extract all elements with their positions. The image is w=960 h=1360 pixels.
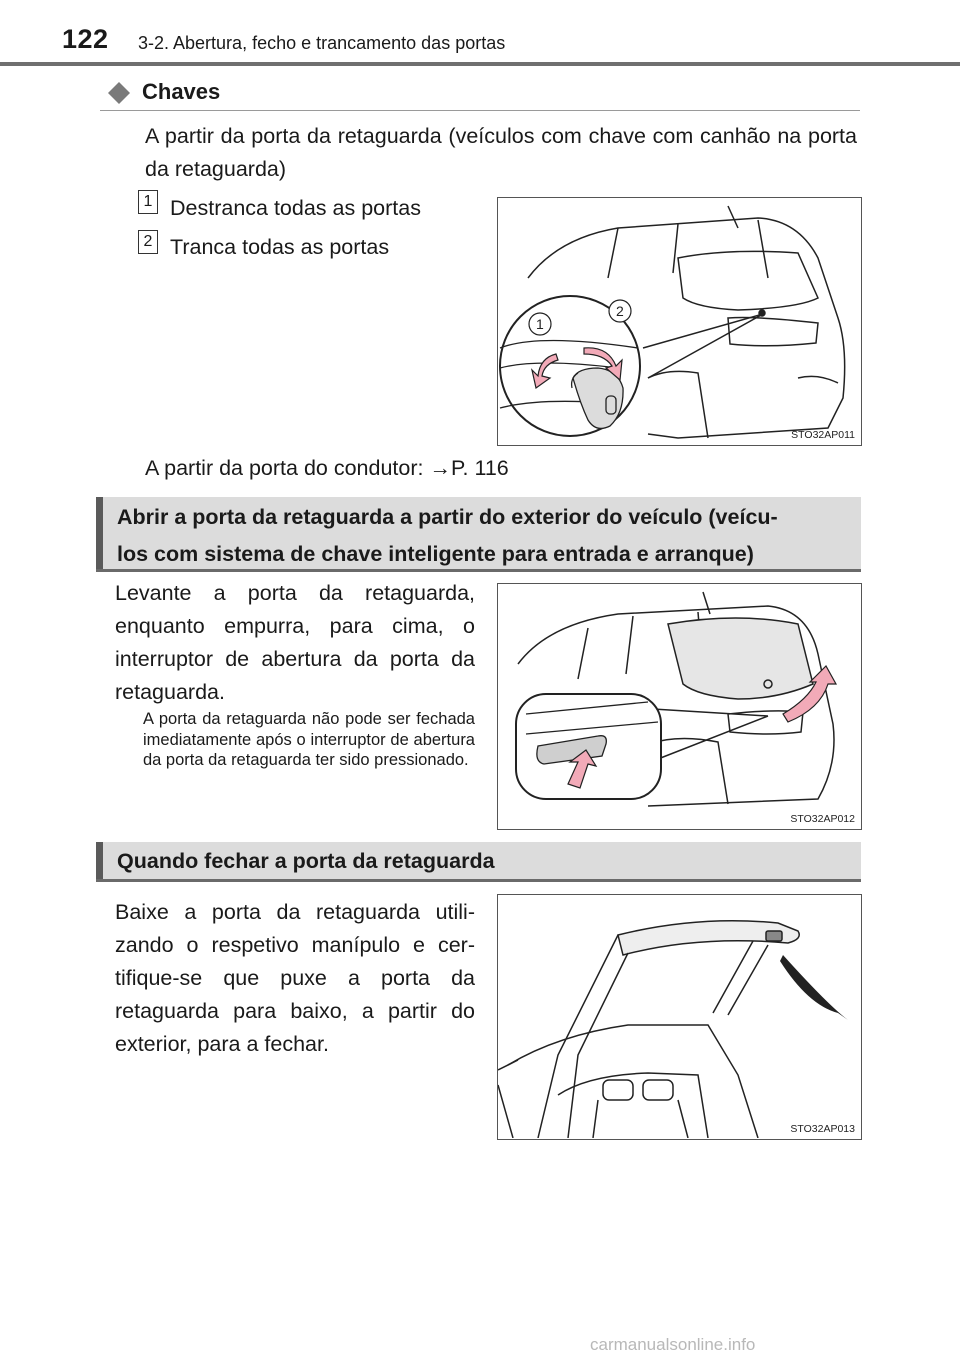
- heading-line-2: los com sistema de chave inteligente para entrada e arranque): [117, 542, 754, 566]
- footer-watermark: carmanualsonline.info: [590, 1335, 756, 1354]
- figure-code: STO32AP012: [790, 813, 855, 825]
- open-switch-illustration: [498, 584, 860, 828]
- figure-code: STO32AP011: [791, 429, 855, 441]
- car-key-illustration: [498, 198, 860, 444]
- close-handle-figure: [497, 894, 862, 1140]
- heading-text: Quando fechar a porta da retaguarda: [117, 849, 495, 873]
- open-switch-figure: [497, 583, 862, 830]
- open-instruction-text: Levante a porta da retaguarda, enquanto empurra, para cima, o interruptor de abertura da porta da retaguarda.: [115, 581, 475, 704]
- heading-line-1: Abrir a porta da retaguarda a partir do exterior do veículo (veícu-: [117, 505, 778, 529]
- diamond-bullet-icon: [107, 81, 131, 105]
- when-closing-heading: [96, 842, 861, 879]
- callout-label-1: 1: [536, 316, 544, 332]
- step-1-text: Destranca todas as portas: [170, 196, 421, 220]
- driver-door-reference: A partir da porta do condutor: →P. 116: [145, 456, 509, 480]
- close-handle-illustration: [498, 895, 860, 1138]
- open-from-outside-heading: [96, 497, 861, 569]
- rear-door-key-figure: [497, 197, 862, 446]
- step-1-badge: 1: [138, 190, 158, 214]
- close-instruction-text: Baixe a porta da retaguarda utili-zando o respetivo manípulo e cer-tifique-se que puxe a porta da retaguarda para baixo, a partir do exterior, para a fechar.: [115, 900, 475, 1056]
- section-title: 3-2. Abertura, fecho e trancamento das portas: [138, 33, 506, 53]
- keys-heading: Chaves: [142, 79, 221, 104]
- open-note-text: A porta da retaguarda não pode ser fechada imediatamente após o interruptor de abertura da porta da retaguarda ter sido pressionado.: [143, 710, 475, 769]
- keys-heading-rule: [100, 110, 860, 111]
- page-number: 122: [62, 24, 109, 54]
- callout-label-2: 2: [616, 303, 624, 319]
- header-rule: [0, 62, 960, 66]
- step-2-text: Tranca todas as portas: [170, 235, 390, 259]
- keys-intro-text: A partir da porta da retaguarda (veículos com chave com canhão na porta da retaguarda): [145, 124, 857, 181]
- step-2-badge: 2: [138, 230, 158, 254]
- figure-code: STO32AP013: [790, 1123, 855, 1135]
